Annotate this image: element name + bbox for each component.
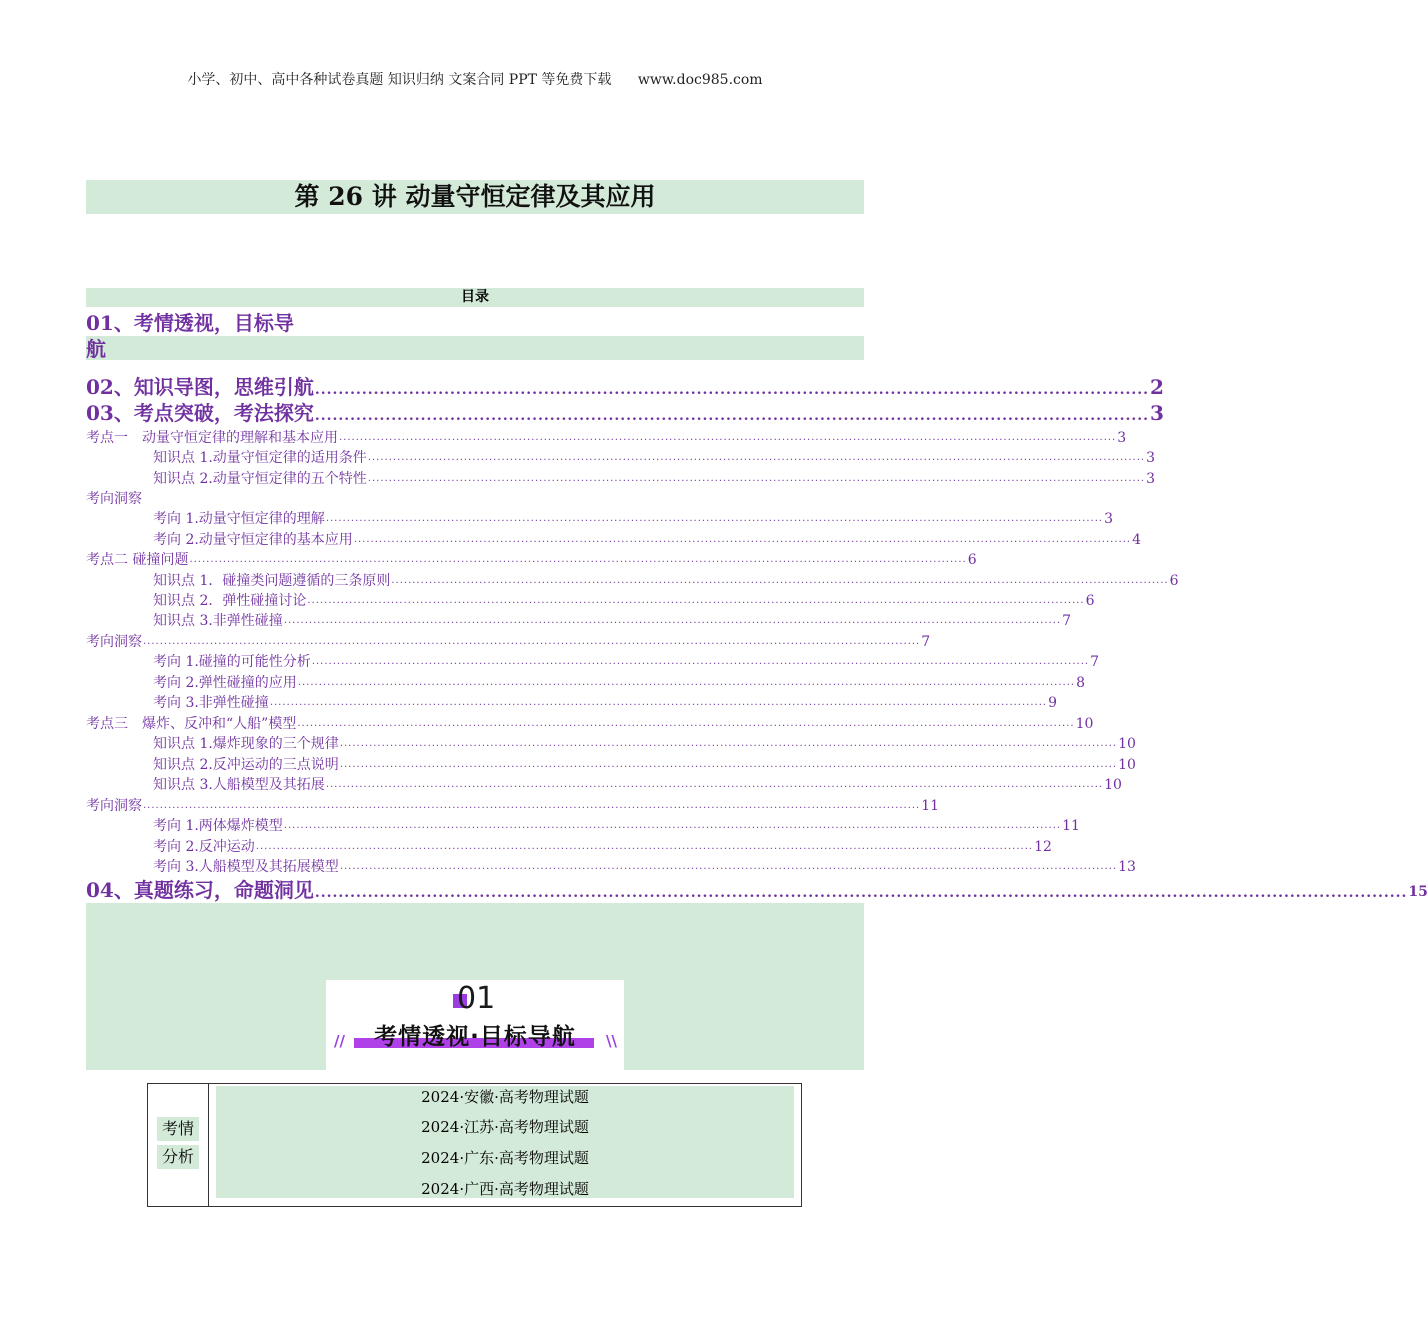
toc-entry[interactable]: 知识点 1.动量守恒定律的适用条件 .......................................................................................................................................................................................... 3 — [153, 450, 1155, 466]
analysis-label-line2: 分析 — [157, 1145, 199, 1169]
toc-leader: .......................................................................................................................................................................................... — [143, 636, 921, 647]
toc-leader: .......................................................................................................................................................................................... — [339, 759, 1118, 770]
toc-leader: .......................................................................................................................................................................................... — [339, 738, 1118, 749]
toc-leader: .......................................................................................................................................................................................... — [269, 697, 1048, 708]
toc-entry[interactable]: 考点一 动量守恒定律的理解和基本应用 .......................................................................................................................................................................................... 3 — [86, 430, 1127, 446]
toc-entry[interactable]: 考向 1.动量守恒定律的理解 .......................................................................................................................................................................................... 3 — [153, 511, 1113, 527]
toc-leader: .......................................................................................................................................................................................... — [297, 677, 1076, 688]
toc-leader: .............................................................................................................................................. — [314, 382, 1149, 398]
toc-leader: .......................................................................................................................................................................................... — [391, 575, 1169, 586]
toc-entry[interactable]: 考向洞察 .......................................................................................................................................................................................... 7 — [86, 634, 931, 650]
toc-entry[interactable]: 考向 1.两体爆炸模型 .......................................................................................................................................................................................... 11 — [153, 818, 1080, 834]
toc-leader: .......................................................................................................................................................................................... — [367, 452, 1146, 463]
toc-leader: .......................................................................................................................................................................................... — [353, 534, 1132, 545]
analysis-table — [147, 1083, 802, 1207]
toc-entry[interactable]: 知识点 1.爆炸现象的三个规律 .......................................................................................................................................................................................... 10 — [153, 736, 1136, 752]
toc-heading: 目录 — [86, 288, 864, 307]
toc-entry[interactable]: 考点二 碰撞问题 .......................................................................................................................................................................................... 6 — [86, 552, 977, 568]
toc-entry-01-line1[interactable]: 01、考情透视，目标导 — [86, 311, 294, 335]
toc-entry[interactable]: 知识点 1．碰撞类问题遵循的三条原则 .......................................................................................................................................................................................... 6 — [153, 573, 1179, 589]
toc-entry[interactable]: 知识点 3.人船模型及其拓展 .......................................................................................................................................................................................... 10 — [153, 777, 1122, 793]
analysis-item: 2024·广西·高考物理试题 — [421, 1180, 589, 1198]
toc-entry[interactable]: 知识点 2.动量守恒定律的五个特性 .......................................................................................................................................................................................... 3 — [153, 471, 1155, 487]
toc-entry[interactable]: 考向洞察 — [86, 491, 142, 507]
toc-leader: .......................................................................................................................................................................................... — [325, 513, 1104, 524]
toc-entry[interactable]: 考向 2.弹性碰撞的应用 .......................................................................................................................................................................................... 8 — [153, 675, 1085, 691]
toc-leader: .............................................................................................................................................. — [314, 408, 1149, 424]
toc-leader: .......................................................................................................................................................................................... — [307, 595, 1085, 606]
toc-entry[interactable]: 考向 2.反冲运动 .......................................................................................................................................................................................... 12 — [153, 839, 1052, 855]
toc-entry[interactable]: 03、考点突破，考法探究 .............................................................................................................................................. 3 — [86, 401, 1164, 425]
toc-leader: .......................................................................................................................................................................................... — [283, 820, 1062, 831]
banner-left-slash-icon: // — [334, 1032, 345, 1050]
table-divider — [208, 1084, 209, 1206]
toc-entry[interactable]: 04、真题练习，命题洞见 .......................................................................................................................................................................................... 15 — [86, 878, 1428, 902]
analysis-item: 2024·广东·高考物理试题 — [421, 1149, 589, 1167]
analysis-label-line1: 考情 — [157, 1117, 199, 1141]
banner-number: 01 — [457, 981, 496, 1016]
section-banner — [326, 980, 624, 1070]
toc-entry[interactable]: 考向洞察 .......................................................................................................................................................................................... 11 — [86, 798, 940, 814]
toc-entry[interactable]: 考向 1.碰撞的可能性分析 .......................................................................................................................................................................................... 7 — [153, 654, 1099, 670]
banner-title: 考情透视·目标导航 — [374, 1024, 576, 1050]
lecture-title: 第 26 讲 动量守恒定律及其应用 — [86, 180, 864, 214]
toc-entry[interactable]: 考点三 爆炸、反冲和“人船”模型 .......................................................................................................................................................................................... 10 — [86, 716, 1094, 732]
toc-leader: .......................................................................................................................................................................................... — [367, 473, 1146, 484]
toc-leader: .......................................................................................................................................................................................... — [255, 841, 1034, 852]
toc-leader: .......................................................................................................................................................................................... — [314, 885, 1408, 901]
toc-leader: .......................................................................................................................................................................................... — [311, 656, 1090, 667]
page-header — [0, 69, 950, 89]
toc-leader: .......................................................................................................................................................................................... — [339, 432, 1117, 443]
toc-entry[interactable]: 考向 3.非弹性碰撞 .......................................................................................................................................................................................... 9 — [153, 695, 1057, 711]
toc-band — [86, 336, 864, 360]
toc-leader: .......................................................................................................................................................................................... — [283, 615, 1062, 626]
analysis-item: 2024·江苏·高考物理试题 — [421, 1118, 589, 1136]
toc-leader: .......................................................................................................................................................................................... — [297, 718, 1075, 729]
toc-entry[interactable]: 考向 3.人船模型及其拓展模型 .......................................................................................................................................................................................... 13 — [153, 859, 1136, 875]
toc-leader: .......................................................................................................................................................................................... — [143, 800, 921, 811]
toc-leader: .......................................................................................................................................................................................... — [189, 554, 967, 565]
toc-entry-01-line2[interactable]: 航 — [86, 337, 106, 361]
header-text: 小学、初中、高中各种试卷真题 知识归纳 文案合同 PPT 等免费下载 — [187, 72, 612, 88]
toc-leader: .......................................................................................................................................................................................... — [339, 861, 1118, 872]
toc-entry[interactable]: 知识点 3.非弹性碰撞 .......................................................................................................................................................................................... 7 — [153, 613, 1071, 629]
toc-entry[interactable]: 02、知识导图，思维引航 .............................................................................................................................................. 2 — [86, 375, 1164, 399]
toc-entry[interactable]: 考向 2.动量守恒定律的基本应用 .......................................................................................................................................................................................... 4 — [153, 532, 1141, 548]
banner-right-slash-icon: \\ — [606, 1032, 617, 1050]
toc-entry[interactable]: 知识点 2．弹性碰撞讨论 .......................................................................................................................................................................................... 6 — [153, 593, 1095, 609]
toc-leader: .......................................................................................................................................................................................... — [325, 779, 1104, 790]
toc-entry[interactable]: 知识点 2.反冲运动的三点说明 .......................................................................................................................................................................................... 10 — [153, 757, 1136, 773]
header-url[interactable]: www.doc985.com — [637, 72, 763, 88]
analysis-item: 2024·安徽·高考物理试题 — [421, 1088, 589, 1106]
